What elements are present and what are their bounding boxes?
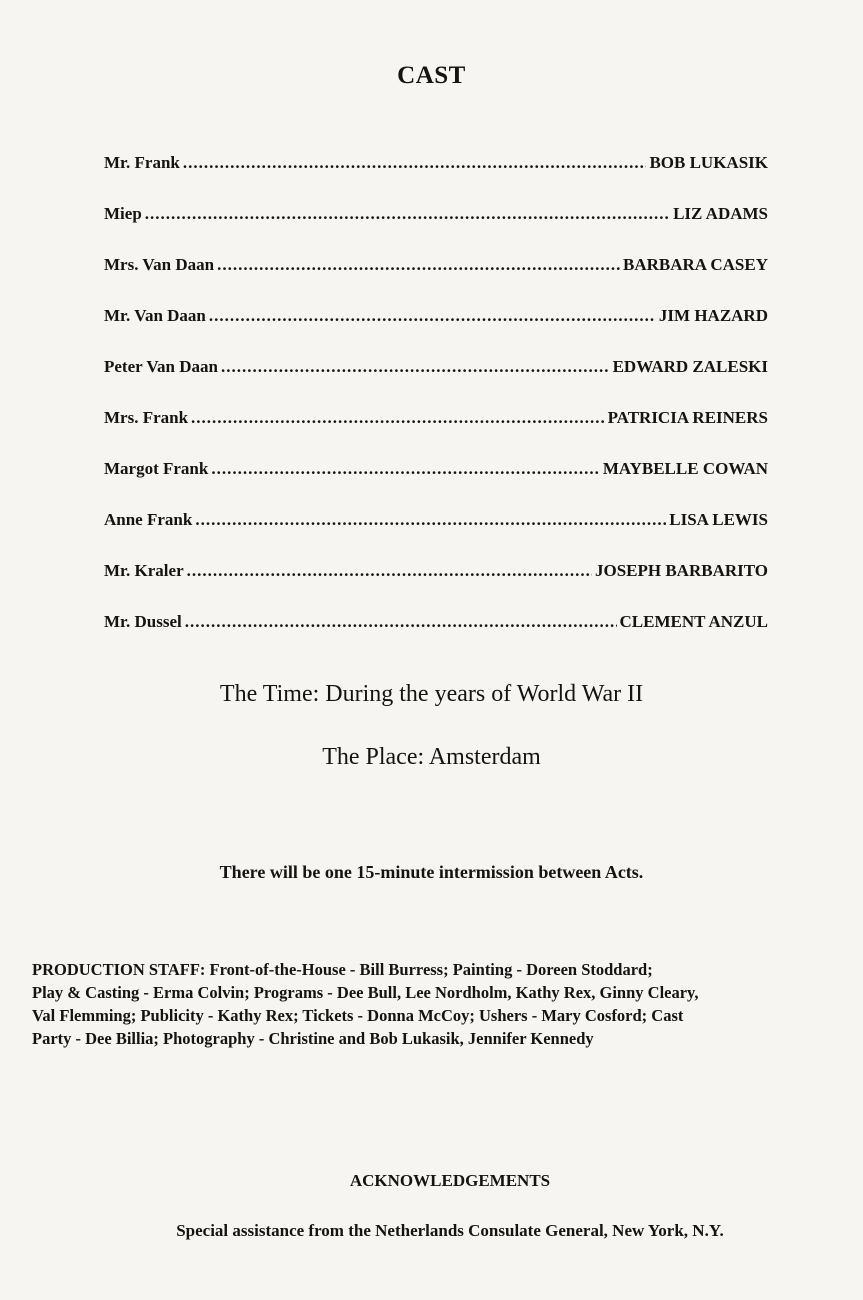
cast-role: Margot Frank: [104, 459, 209, 478]
cast-row: [104, 510, 768, 561]
cast-role: Mr. Kraler: [104, 561, 184, 580]
cast-list: [104, 153, 768, 663]
dot-leader: [221, 357, 610, 377]
cast-role: Mrs. Van Daan: [104, 255, 215, 274]
cast-role: Anne Frank: [104, 510, 193, 529]
cast-actor: EDWARD ZALESKI: [612, 357, 768, 376]
dot-leader: [145, 204, 670, 224]
cast-actor: BOB LUKASIK: [649, 153, 768, 172]
cast-role: Miep: [104, 204, 142, 223]
cast-actor: MAYBELLE COWAN: [602, 459, 768, 478]
cast-role: Peter Van Daan: [104, 357, 218, 376]
cast-row: [104, 408, 768, 459]
staff-line: Play & Casting - Erma Colvin; Programs - Dee Bull, Lee Nordholm, Kathy Rex, Ginny Cleary,: [32, 983, 699, 1002]
cast-actor: PATRICIA REINERS: [607, 408, 768, 427]
dot-leader: [211, 459, 600, 479]
cast-role: Mr. Dussel: [104, 612, 182, 631]
cast-actor: LIZ ADAMS: [673, 204, 768, 223]
cast-actor: JIM HAZARD: [658, 306, 768, 325]
dot-leader: [209, 306, 656, 326]
dot-leader: [191, 408, 605, 428]
place-setting: The Place: Amsterdam: [322, 744, 541, 770]
cast-actor: CLEMENT ANZUL: [619, 612, 768, 631]
cast-row: [104, 153, 768, 204]
cast-actor: BARBARA CASEY: [623, 255, 768, 274]
dot-leader: [187, 561, 592, 581]
cast-row: [104, 561, 768, 612]
cast-role: Mrs. Frank: [104, 408, 189, 427]
staff-line: PRODUCTION STAFF: Front-of-the-House - Bill Burress; Painting - Doreen Stoddard;: [32, 960, 653, 979]
cast-row: [104, 357, 768, 408]
cast-row: [104, 255, 768, 306]
acknowledgements-text: Special assistance from the Netherlands Consulate General, New York, N.Y.: [176, 1221, 724, 1240]
cast-row: [104, 612, 768, 663]
dot-leader: [195, 510, 666, 530]
cast-row: [104, 459, 768, 510]
cast-heading: CAST: [397, 62, 466, 89]
dot-leader: [185, 612, 617, 632]
cast-role: Mr. Frank: [104, 153, 180, 172]
intermission-note: There will be one 15-minute intermission between Acts.: [219, 862, 644, 882]
dot-leader: [217, 255, 620, 275]
cast-actor: JOSEPH BARBARITO: [594, 561, 768, 580]
cast-row: [104, 204, 768, 255]
production-staff: [32, 958, 852, 1050]
time-setting: The Time: During the years of World War II: [219, 681, 644, 707]
cast-role: Mr. Van Daan: [104, 306, 206, 325]
dot-leader: [183, 153, 647, 173]
acknowledgements-heading: ACKNOWLEDGEMENTS: [349, 1171, 551, 1190]
staff-line: Party - Dee Billia; Photography - Christine and Bob Lukasik, Jennifer Kennedy: [32, 1029, 594, 1048]
cast-row: [104, 306, 768, 357]
staff-line: Val Flemming; Publicity - Kathy Rex; Tickets - Donna McCoy; Ushers - Mary Cosford; Cast: [32, 1006, 684, 1025]
cast-actor: LISA LEWIS: [669, 510, 768, 529]
